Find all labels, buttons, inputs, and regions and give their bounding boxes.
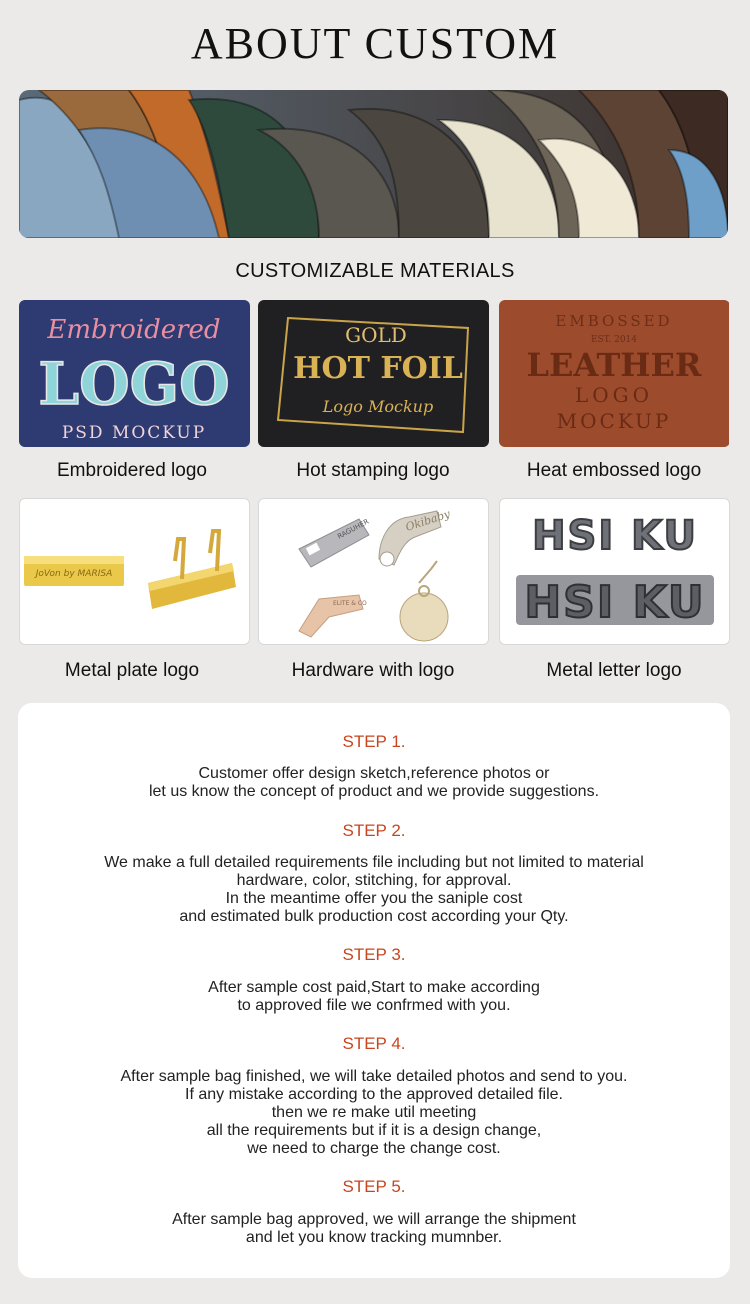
- step-5-text: After sample bag approved, we will arrange the shipment and let you know tracking mumnber.: [172, 1211, 576, 1246]
- step-3-text: After sample cost paid,Start to make according to approved file we confrmed with you.: [208, 979, 540, 1014]
- embossed-art-main: LEATHER: [526, 346, 702, 384]
- embossed-art-top: EMBOSSED: [555, 312, 673, 330]
- step-3-label: STEP 3.: [342, 945, 406, 964]
- hardware-art-tag2: Okibaby: [403, 507, 452, 534]
- embossed-art-mockup: MOCKUP: [556, 409, 672, 433]
- embossed-art-est: EST. 2014: [590, 335, 638, 345]
- step-4-text: After sample bag finished, we will take detailed photos and send to you. If any mistake according to the approved detailed file. then we re make util meeting all the requirements but if it is a design change, we need to charge the change cost.: [120, 1068, 628, 1157]
- embroidered-art-sub: PSD MOCKUP: [61, 423, 207, 443]
- hot-foil-art-gold: GOLD: [345, 323, 407, 347]
- embroidered-logo-caption: Embroidered logo: [57, 460, 207, 481]
- steps-card: [18, 703, 730, 1278]
- embossed-art-logo: LOGO: [574, 383, 654, 407]
- metal-letter-art-bottom: HSI KU: [524, 577, 706, 628]
- hot-foil-art-main: HOT FOIL: [293, 351, 463, 386]
- metal-letter-logo-caption: Metal letter logo: [546, 660, 682, 681]
- metal-plate-logo-image: [19, 498, 250, 645]
- page-title: ABOUT CUSTOM: [190, 19, 560, 68]
- metal-plate-art-text: JoVon by MARISA: [35, 569, 113, 579]
- hardware-with-logo-image: [258, 498, 489, 645]
- embroidered-logo-image: [19, 300, 250, 447]
- metal-plate-logo-caption: Metal plate logo: [64, 660, 200, 681]
- step-1-label: STEP 1.: [342, 732, 406, 751]
- hardware-with-logo-caption: Hardware with logo: [291, 660, 455, 681]
- hot-foil-art-sub: Logo Mockup: [322, 397, 434, 416]
- leather-rolls-photo: [19, 90, 728, 238]
- hardware-art-tag1: RAGUHER: [336, 517, 371, 541]
- materials-heading: CUSTOMIZABLE MATERIALS: [235, 260, 515, 282]
- hot-stamping-logo-image: [258, 300, 489, 447]
- embroidered-art-text: Embroidered: [47, 315, 221, 345]
- step-2-text: We make a full detailed requirements file including but not limited to material hardware, color, stitching, for approval. In the meantime offer you the saniple cost and estimated bulk production cost according your Qty.: [104, 854, 644, 925]
- step-1-text: Customer offer design sketch,reference photos or let us know the concept of product and we provide suggestions.: [148, 765, 600, 800]
- hardware-art-tag3: ELITE & CO: [333, 600, 367, 607]
- hot-stamping-logo-caption: Hot stamping logo: [296, 460, 450, 481]
- step-5-label: STEP 5.: [342, 1177, 406, 1196]
- embroidered-art-logo: LOGO: [38, 350, 230, 418]
- metal-letter-art-top: HSI KU: [532, 513, 698, 559]
- heat-embossed-logo-caption: Heat embossed logo: [526, 460, 702, 481]
- step-2-label: STEP 2.: [342, 821, 406, 840]
- heat-embossed-logo-image: [499, 300, 730, 447]
- step-4-label: STEP 4.: [342, 1034, 406, 1053]
- metal-letter-logo-image: [499, 498, 730, 645]
